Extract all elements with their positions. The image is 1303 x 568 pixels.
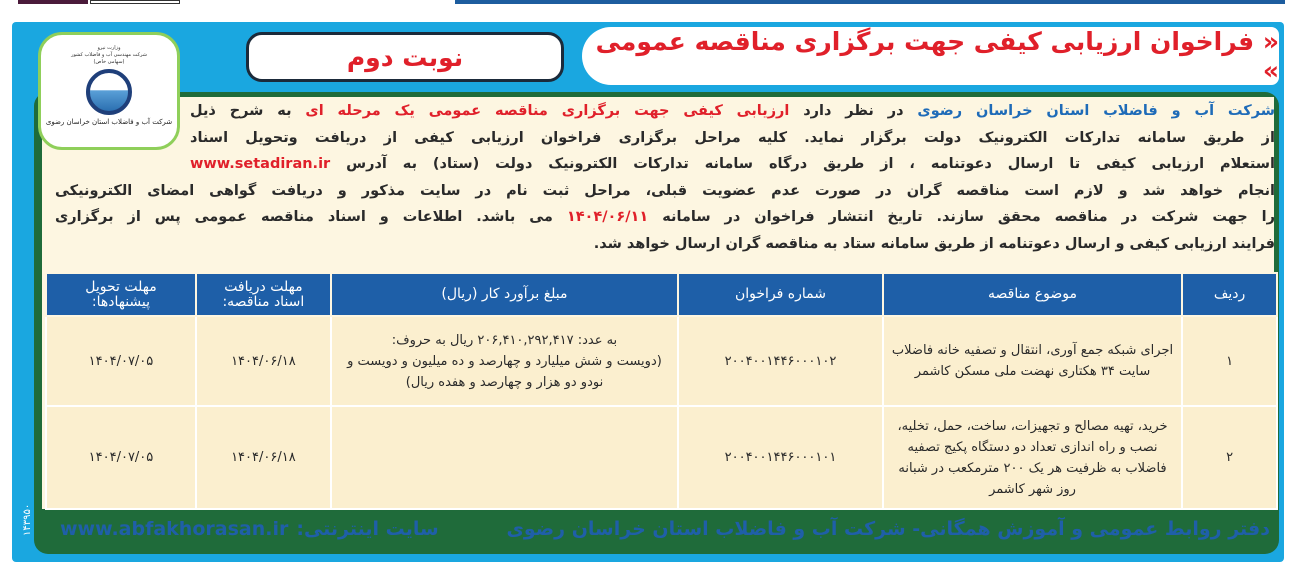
- text-line: انجام خواهد شد و لازم است مناقصه گران در صورت عدم عضویت قبلی، مراحل ثبت نام در سایت مذکور و دریافت گواهی امضای الکترونیکی: [55, 182, 1275, 199]
- amount-digits: به عدد: ۲۰۶,۴۱۰,۲۹۲,۴۱۷ ریال به حروف:: [391, 332, 618, 348]
- top-strip: [90, 0, 180, 4]
- text-line: [55, 204, 1275, 231]
- logo-company-name: شرکت آب و فاضلاب استان خراسان رضوی: [45, 118, 173, 126]
- text-span: در نظر دارد: [789, 103, 918, 119]
- cell-row: ۱: [1182, 316, 1277, 406]
- footer-site-label: سایت اینترنتی:: [296, 518, 439, 540]
- logo-text: وزارت نیرو: [97, 45, 121, 51]
- publish-date: ۱۴۰۴/۰۶/۱۱: [566, 209, 649, 225]
- table-row: [46, 316, 1277, 406]
- text-span: می باشد. اطلاعات و اسناد مناقصه عمومی پس از برگزاری: [55, 209, 567, 225]
- cell-amount: [331, 406, 678, 509]
- cell-row: ۲: [1182, 406, 1277, 509]
- footer-site-link[interactable]: www.abfakhorasan.ir: [60, 518, 289, 540]
- logo-text: شرکت مهندسی آب و فاضلاب کشور: [71, 52, 147, 58]
- tender-table: [45, 272, 1278, 510]
- text-line: [190, 98, 1275, 125]
- cell-offer-deadline: ۱۴۰۴/۰۷/۰۵: [46, 406, 196, 509]
- col-offer-deadline: مهلت تحویل پیشنهادها:: [46, 273, 196, 316]
- text-line: [190, 151, 1275, 178]
- col-row: ردیف: [1182, 273, 1277, 316]
- company-name: شرکت آب و فاضلاب استان خراسان رضوی: [917, 103, 1275, 119]
- cell-number: ۲۰۰۴۰۰۱۴۴۶۰۰۰۱۰۲: [678, 316, 883, 406]
- col-number: شماره فراخوان: [678, 273, 883, 316]
- col-amount: مبلغ برآورد کار (ریال): [331, 273, 678, 316]
- text-span: به شرح ذیل: [190, 103, 306, 119]
- cell-number: ۲۰۰۴۰۰۱۴۴۶۰۰۰۱۰۱: [678, 406, 883, 509]
- ad-title: « فراخوان ارزیابی کیفی جهت برگزاری مناقصه عمومی »: [582, 27, 1279, 85]
- round-badge: نوبت دوم: [246, 32, 564, 82]
- cell-docs-deadline: ۱۴۰۴/۰۶/۱۸: [196, 316, 331, 406]
- cell-offer-deadline: ۱۴۰۴/۰۷/۰۵: [46, 316, 196, 406]
- text-span: را جهت شرکت در مناقصه محقق سازند. تاریخ انتشار فراخوان در سامانه: [648, 209, 1275, 225]
- setad-link[interactable]: www.setadiran.ir: [190, 156, 331, 172]
- col-subject: موضوع مناقصه: [883, 273, 1182, 316]
- top-strip: [455, 0, 1285, 4]
- table-row: [46, 406, 1277, 509]
- cell-subject: خرید، تهیه مصالح و تجهیزات، ساخت، حمل، تخلیه، نصب و راه اندازی تعداد دو دستگاه پکیج تصفیه فاضلاب به ظرفیت هر یک ۲۰۰ مترمکعب در شبانه روز شهر کاشمر: [883, 406, 1182, 509]
- logo-text: (سهامی خاص): [93, 59, 125, 65]
- footer-site: [60, 518, 439, 540]
- col-docs-deadline: مهلت دریافت اسناد مناقصه:: [196, 273, 331, 316]
- cell-subject: اجرای شبکه جمع آوری، انتقال و تصفیه خانه فاضلاب سایت ۳۴ هکتاری نهضت ملی مسکن کاشمر: [883, 316, 1182, 406]
- text-span: استعلام ارزیابی کیفی تا ارسال دعوتنامه ، از طریق درگاه سامانه تدارکات الکترونیک دولت (ستاد) به آدرس: [330, 156, 1275, 172]
- top-strip: [18, 0, 88, 4]
- ad-code: ۱۴۳۹۵۰: [22, 503, 33, 537]
- highlight-text: ارزیابی کیفی جهت برگزاری مناقصه عمومی یک مرحله ای: [305, 103, 790, 119]
- text-line: از طریق سامانه تدارکات الکترونیک دولت برگزار نماید. کلیه مراحل برگزاری فراخوان ارزیابی کیفی از دریافت وتحویل اسناد: [190, 129, 1275, 146]
- table-header-row: [46, 273, 1277, 316]
- cell-amount: [331, 316, 678, 406]
- text-line: فرایند ارزیابی کیفی و ارسال دعوتنامه از طریق سامانه ستاد به مناقصه گران ارسال خواهد شد.: [593, 235, 1275, 252]
- amount-words: (دویست و شش میلیارد و چهارصد و ده میلیون و دویست و نودو دو هزار و چهارصد و هفده ریال): [347, 353, 662, 390]
- footer: [60, 518, 1270, 540]
- footer-office: دفتر روابط عمومی و آموزش همگانی- شرکت آب و فاضلاب استان خراسان رضوی: [506, 518, 1270, 540]
- cell-docs-deadline: ۱۴۰۴/۰۶/۱۸: [196, 406, 331, 509]
- announcement-text: [55, 98, 1275, 257]
